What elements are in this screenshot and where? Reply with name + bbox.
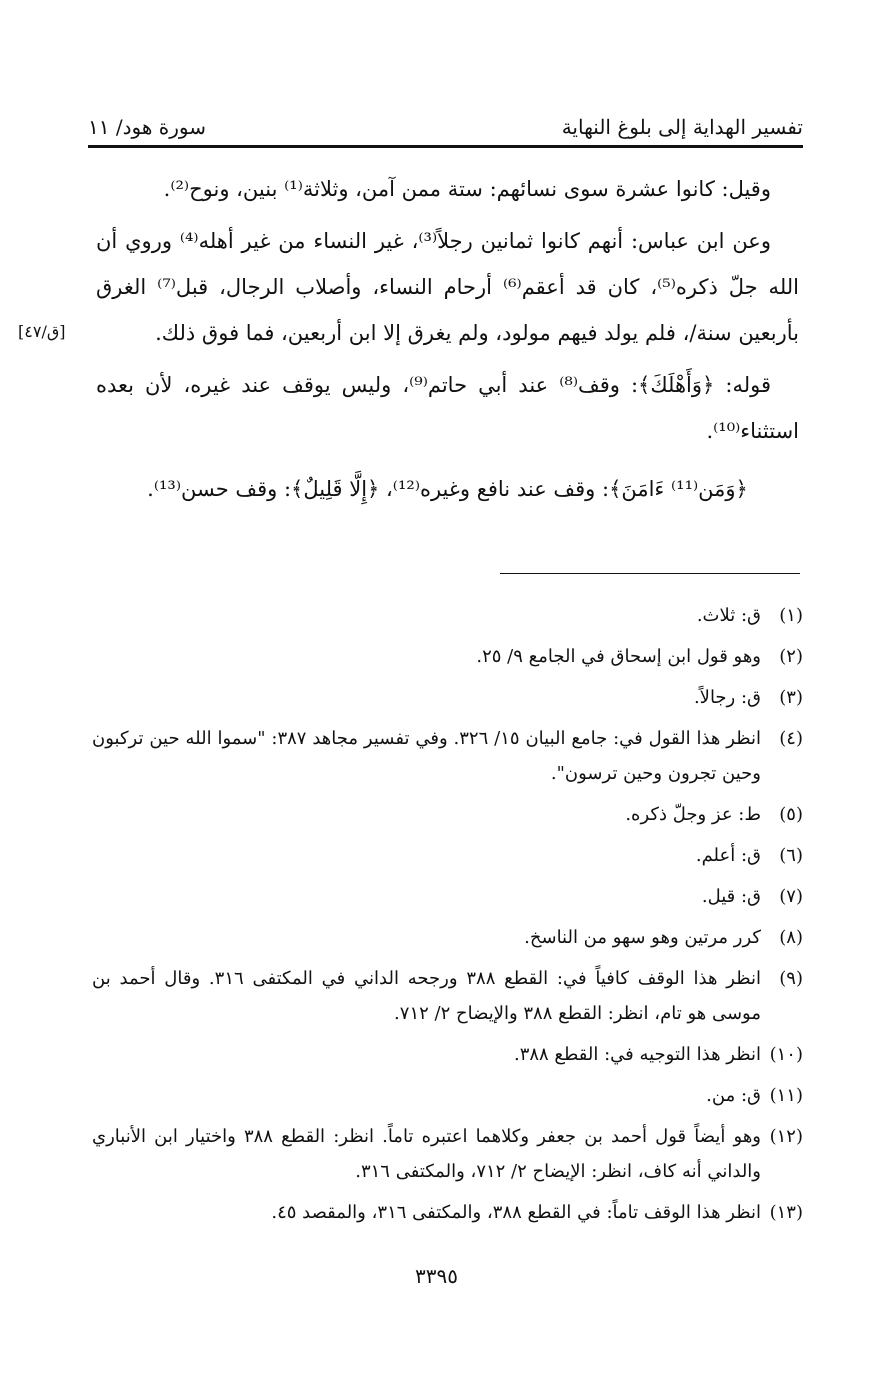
footnote-number: (١٣) xyxy=(769,1202,803,1223)
footnote-number: (٣) xyxy=(779,687,803,708)
footnote-number: (١٠) xyxy=(769,1044,803,1065)
footnote-text: ق: قيل. xyxy=(701,886,761,907)
footnote-text: ط: عز وجلّ ذكره. xyxy=(625,804,761,825)
footnote-text: انظر هذا الوقف كافياً في: القطع ٣٨٨ ورجحه الداني في المكتفى ٣١٦. وقال أحمد بن موسى هو تام، انظر: القطع ٣٨٨ والإيضاح ٢/ ٧١٢. xyxy=(92,968,761,1024)
footnote-divider xyxy=(500,573,800,574)
footnote-number: (٨) xyxy=(779,927,803,948)
footnote-text: ق: أعلم. xyxy=(695,845,761,866)
footnote xyxy=(92,1037,803,1072)
paragraph-1: وقيل: كانوا عشرة سوى نسائهم: ستة ممن آمن، وثلاثة⁽¹⁾ بنين، ونوح⁽²⁾. xyxy=(163,177,771,201)
footnote-number: (٤) xyxy=(779,728,803,749)
main-text xyxy=(96,166,799,518)
footnote xyxy=(92,797,803,832)
footnote xyxy=(92,838,803,873)
paragraph-2: وعن ابن عباس: أنهم كانوا ثمانين رجلاً⁽³⁾، غير النساء من غير أهله⁽⁴⁾ وروي أن الله جلّ ذكره⁽⁵⁾، كان قد أعقم⁽⁶⁾ أرحام النساء، وأصلاب الرجال، قبل⁽⁷⁾ الغرق بأربعين سنة/، فلم يولد فيهم مولود، ولم يغرق إلا ابن أربعين، فما فوق ذلك. xyxy=(96,229,800,345)
running-header xyxy=(88,100,803,148)
footnote-number: (٧) xyxy=(779,886,803,907)
book-title: تفسير الهداية إلى بلوغ النهاية xyxy=(561,115,803,139)
footnote-text: انظر هذا الوقف تاماً: في القطع ٣٨٨، والمكتفى ٣١٦، والمقصد ٤٥. xyxy=(271,1202,761,1223)
footnote-text: ق: ثلاث. xyxy=(696,605,761,626)
footnote-number: (١١) xyxy=(769,1085,803,1106)
footnote xyxy=(92,1195,803,1230)
footnote-number: (١٢) xyxy=(769,1126,803,1147)
footnote xyxy=(92,1119,803,1189)
footnote-text: كرر مرتين وهو سهو من الناسخ. xyxy=(524,927,761,948)
footnote xyxy=(92,721,803,791)
footnote-number: (١) xyxy=(779,605,803,626)
manuscript-folio-marker: [ق/٤٧] xyxy=(18,322,66,341)
footnote-text: انظر هذا التوجيه في: القطع ٣٨٨. xyxy=(513,1044,761,1065)
footnote xyxy=(92,1078,803,1113)
paragraph-4: ﴿وَمَن⁽¹¹⁾ ءَامَنَ﴾: وقف عند نافع وغيره⁽¹²⁾، ﴿إِلَّا قَلِيلٌ﴾: وقف حسن⁽¹³⁾. xyxy=(147,477,748,501)
footnote-number: (٥) xyxy=(779,804,803,825)
footnote-number: (٦) xyxy=(779,845,803,866)
footnote-text: انظر هذا القول في: جامع البيان ١٥/ ٣٢٦. وفي تفسير مجاهد ٣٨٧: "سموا الله حين تركبون وحين تجرون وحين ترسون". xyxy=(92,728,761,784)
footnote-number: (٩) xyxy=(779,968,803,989)
footnote xyxy=(92,879,803,914)
footnote xyxy=(92,920,803,955)
footnote xyxy=(92,639,803,674)
footnote xyxy=(92,598,803,633)
footnote xyxy=(92,680,803,715)
paragraph-3: قوله: ﴿وَأَهْلَكَ﴾: وقف⁽⁸⁾ عند أبي حاتم⁽⁹⁾، وليس يوقف عند غيره، لأن بعده استثناء⁽¹⁰⁾. xyxy=(96,373,799,443)
footnote-text: ق: من. xyxy=(706,1085,761,1106)
footnotes xyxy=(92,598,803,1236)
footnote-text: وهو أيضاً قول أحمد بن جعفر وكلاهما اعتبره تاماً. انظر: القطع ٣٨٨ واختيار ابن الأنباري والداني أنه كاف، انظر: الإيضاح ٢/ ٧١٢، والمكتفى ٣١٦. xyxy=(92,1126,762,1182)
footnote-text: ق: رجالاً. xyxy=(693,687,761,708)
footnote-number: (٢) xyxy=(779,646,803,667)
surah-title: سورة هود/ ١١ xyxy=(88,115,206,139)
page-number: ٣٣٩٥ xyxy=(415,1264,458,1288)
footnote-text: وهو قول ابن إسحاق في الجامع ٩/ ٢٥. xyxy=(476,646,761,667)
footnote xyxy=(92,961,803,1031)
